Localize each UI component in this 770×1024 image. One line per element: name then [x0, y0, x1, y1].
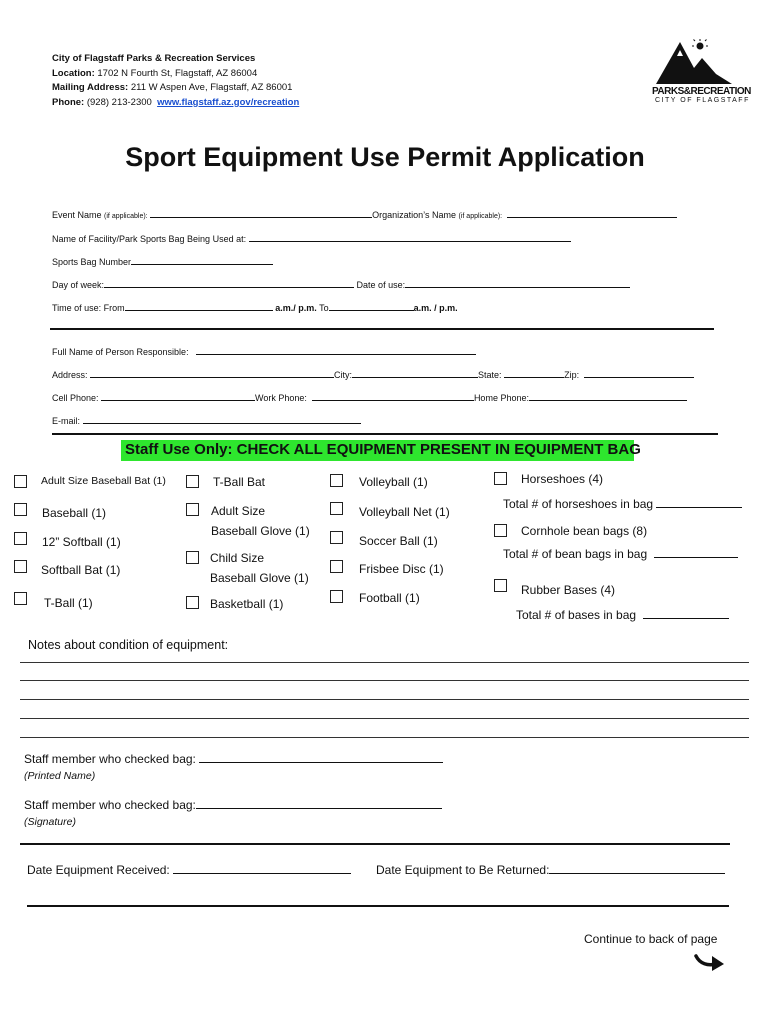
- time-to-label: To: [319, 303, 329, 313]
- if-applicable-note-2: (if applicable):: [458, 213, 503, 220]
- date-received-label: Date Equipment Received:: [27, 863, 170, 877]
- home-phone-label: Home Phone:: [473, 393, 529, 403]
- email-field[interactable]: [83, 414, 361, 424]
- ampm-label: a.m./ p.m.: [275, 303, 317, 313]
- adult-bat-label: Adult Size Baseball Bat (1): [41, 475, 166, 487]
- tball-bat-checkbox[interactable]: [186, 475, 199, 488]
- email-row: [52, 414, 361, 426]
- volleyball-net-checkbox[interactable]: [330, 502, 343, 515]
- city-field[interactable]: [352, 368, 478, 378]
- bases-total-field[interactable]: [643, 607, 729, 619]
- recreation-link[interactable]: www.flagstaff.az.gov/recreation: [157, 96, 300, 108]
- tball-bat-label: T-Ball Bat: [213, 475, 266, 489]
- time-from-field[interactable]: [125, 301, 273, 311]
- work-phone-field[interactable]: [312, 391, 474, 401]
- day-date-row: [52, 278, 630, 290]
- volleyball-checkbox[interactable]: [330, 474, 343, 487]
- child-glove-label: [210, 548, 309, 588]
- org-name-field[interactable]: [507, 208, 677, 218]
- football-label: Football (1): [359, 591, 420, 605]
- zip-field[interactable]: [584, 368, 694, 378]
- bag-number-label: Sports Bag Number: [52, 257, 132, 267]
- address-label: Address:: [52, 370, 88, 380]
- horseshoes-checkbox[interactable]: [494, 472, 507, 485]
- adult-glove-label: [211, 501, 310, 541]
- address-row: [52, 368, 694, 380]
- phone-label: Phone:: [52, 96, 85, 108]
- signature-note: (Signature): [24, 816, 76, 828]
- notes-line-3[interactable]: [20, 699, 749, 700]
- cell-phone-field[interactable]: [101, 391, 255, 401]
- section-divider-2: [52, 433, 718, 435]
- full-name-label: Full Name of Person Responsible:: [52, 347, 189, 357]
- city-label: City:: [334, 370, 353, 380]
- frisbee-checkbox[interactable]: [330, 560, 343, 573]
- notes-line-4[interactable]: [20, 718, 749, 719]
- volleyball-label: Volleyball (1): [359, 475, 428, 489]
- date-received-row: [27, 862, 351, 877]
- continue-label: Continue to back of page: [584, 932, 718, 946]
- baseball-label: Baseball (1): [42, 506, 107, 520]
- phone-row: [52, 391, 687, 403]
- cell-phone-label: Cell Phone:: [52, 393, 99, 403]
- cornhole-label: Cornhole bean bags (8): [521, 524, 648, 538]
- full-name-row: [52, 345, 476, 357]
- event-name-row: [52, 208, 677, 220]
- bases-total-row: [516, 607, 729, 622]
- location-value: 1702 N Fourth St, Flagstaff, AZ 86004: [97, 67, 258, 79]
- adult-glove-line-2: Baseball Glove (1): [211, 524, 310, 538]
- soccer-checkbox[interactable]: [330, 531, 343, 544]
- basketball-label: Basketball (1): [210, 597, 284, 611]
- staff-signature-row: [24, 797, 442, 812]
- arrow-right-icon: [694, 952, 726, 979]
- logo-subtext: CITY OF FLAGSTAFF: [655, 97, 750, 104]
- softball-bat-label: Softball Bat (1): [41, 563, 121, 577]
- date-returned-row: [376, 862, 725, 877]
- child-glove-line-2: Baseball Glove (1): [210, 571, 309, 585]
- org-name: City of Flagstaff Parks & Recreation Services: [52, 53, 256, 64]
- home-phone-field[interactable]: [529, 391, 687, 401]
- staff-printed-row: [24, 751, 443, 766]
- facility-field[interactable]: [249, 232, 571, 242]
- softball-12-checkbox[interactable]: [14, 532, 27, 545]
- cornhole-total-row: [503, 546, 738, 561]
- bag-number-field[interactable]: [131, 255, 273, 265]
- ampm-label-2: a.m. / p.m.: [413, 303, 458, 313]
- volleyball-net-label: Volleyball Net (1): [359, 505, 450, 519]
- cornhole-total-field[interactable]: [654, 546, 738, 558]
- printed-name-note: (Printed Name): [24, 770, 96, 782]
- adult-glove-line-1: Adult Size: [211, 504, 266, 518]
- section-divider-3: [20, 843, 730, 845]
- parks-logo: [650, 38, 751, 108]
- mailing-label: Mailing Address:: [52, 82, 129, 93]
- time-to-field[interactable]: [329, 301, 414, 311]
- date-returned-label: Date Equipment to Be Returned:: [376, 863, 550, 877]
- baseball-checkbox[interactable]: [14, 503, 27, 516]
- frisbee-label: Frisbee Disc (1): [359, 562, 444, 576]
- location-label: Location:: [52, 67, 95, 79]
- softball-12-label: 12” Softball (1): [42, 535, 121, 549]
- event-name-field[interactable]: [150, 208, 372, 218]
- day-of-week-field[interactable]: [104, 278, 354, 288]
- time-from-label: Time of use: From: [52, 303, 125, 313]
- phone-value: (928) 213-2300: [86, 96, 152, 108]
- notes-line-1[interactable]: [20, 662, 749, 663]
- mailing-value: 211 W Aspen Ave, Flagstaff, AZ 86001: [130, 82, 293, 93]
- logo-text: PARKS&RECREATION: [652, 86, 751, 97]
- day-of-week-label: Day of week:: [52, 280, 105, 290]
- horseshoes-total-field[interactable]: [656, 496, 742, 508]
- page-title: Sport Equipment Use Permit Application: [125, 142, 645, 172]
- date-of-use-label: Date of use:: [356, 280, 406, 290]
- cornhole-total-label: Total # of bean bags in bag: [503, 547, 648, 561]
- horseshoes-label: Horseshoes (4): [521, 472, 604, 486]
- staff-heading: Staff Use Only: CHECK ALL EQUIPMENT PRESENT IN EQUIPMENT BAG: [125, 441, 641, 458]
- full-name-field[interactable]: [196, 345, 476, 355]
- bases-label: Rubber Bases (4): [521, 583, 616, 597]
- horseshoes-total-label: Total # of horseshoes in bag: [503, 497, 654, 511]
- adult-glove-checkbox[interactable]: [186, 503, 199, 516]
- state-field[interactable]: [504, 368, 564, 378]
- tball-label: T-Ball (1): [44, 596, 93, 610]
- work-phone-label: Work Phone:: [255, 393, 307, 403]
- facility-row: [52, 232, 571, 244]
- section-divider: [50, 328, 714, 330]
- bases-total-label: Total # of bases in bag: [516, 608, 637, 622]
- softball-bat-checkbox[interactable]: [14, 560, 27, 573]
- staff-signature-field[interactable]: [196, 797, 442, 809]
- address-field[interactable]: [90, 368, 334, 378]
- email-label: E-mail:: [52, 416, 81, 426]
- soccer-label: Soccer Ball (1): [359, 534, 438, 548]
- date-of-use-field[interactable]: [405, 278, 630, 288]
- notes-line-5[interactable]: [20, 737, 749, 738]
- state-label: State:: [478, 370, 502, 380]
- tball-checkbox[interactable]: [14, 592, 27, 605]
- notes-label: Notes about condition of equipment:: [28, 638, 229, 652]
- horseshoes-total-row: [503, 496, 742, 511]
- adult-bat-checkbox[interactable]: [14, 475, 27, 488]
- bag-number-row: [52, 255, 273, 267]
- date-returned-field[interactable]: [549, 862, 725, 874]
- cornhole-checkbox[interactable]: [494, 524, 507, 537]
- time-row: [52, 301, 458, 313]
- basketball-checkbox[interactable]: [186, 596, 199, 609]
- notes-line-2[interactable]: [20, 680, 749, 681]
- org-name-label: Organization’s Name: [372, 210, 457, 220]
- bases-checkbox[interactable]: [494, 579, 507, 592]
- child-glove-checkbox[interactable]: [186, 551, 199, 564]
- staff-checked-label-2: Staff member who checked bag:: [24, 798, 196, 812]
- staff-checked-label: Staff member who checked bag:: [24, 752, 196, 766]
- section-divider-4: [27, 905, 729, 907]
- header-block: [52, 52, 299, 110]
- child-glove-line-1: Child Size: [210, 551, 265, 565]
- date-received-field[interactable]: [173, 862, 351, 874]
- facility-label: Name of Facility/Park Sports Bag Being Used at:: [52, 234, 247, 244]
- staff-printed-field[interactable]: [199, 751, 443, 763]
- zip-label: Zip:: [564, 370, 580, 380]
- football-checkbox[interactable]: [330, 590, 343, 603]
- if-applicable-note: (if applicable):: [104, 213, 148, 220]
- event-name-label: Event Name: [52, 210, 102, 220]
